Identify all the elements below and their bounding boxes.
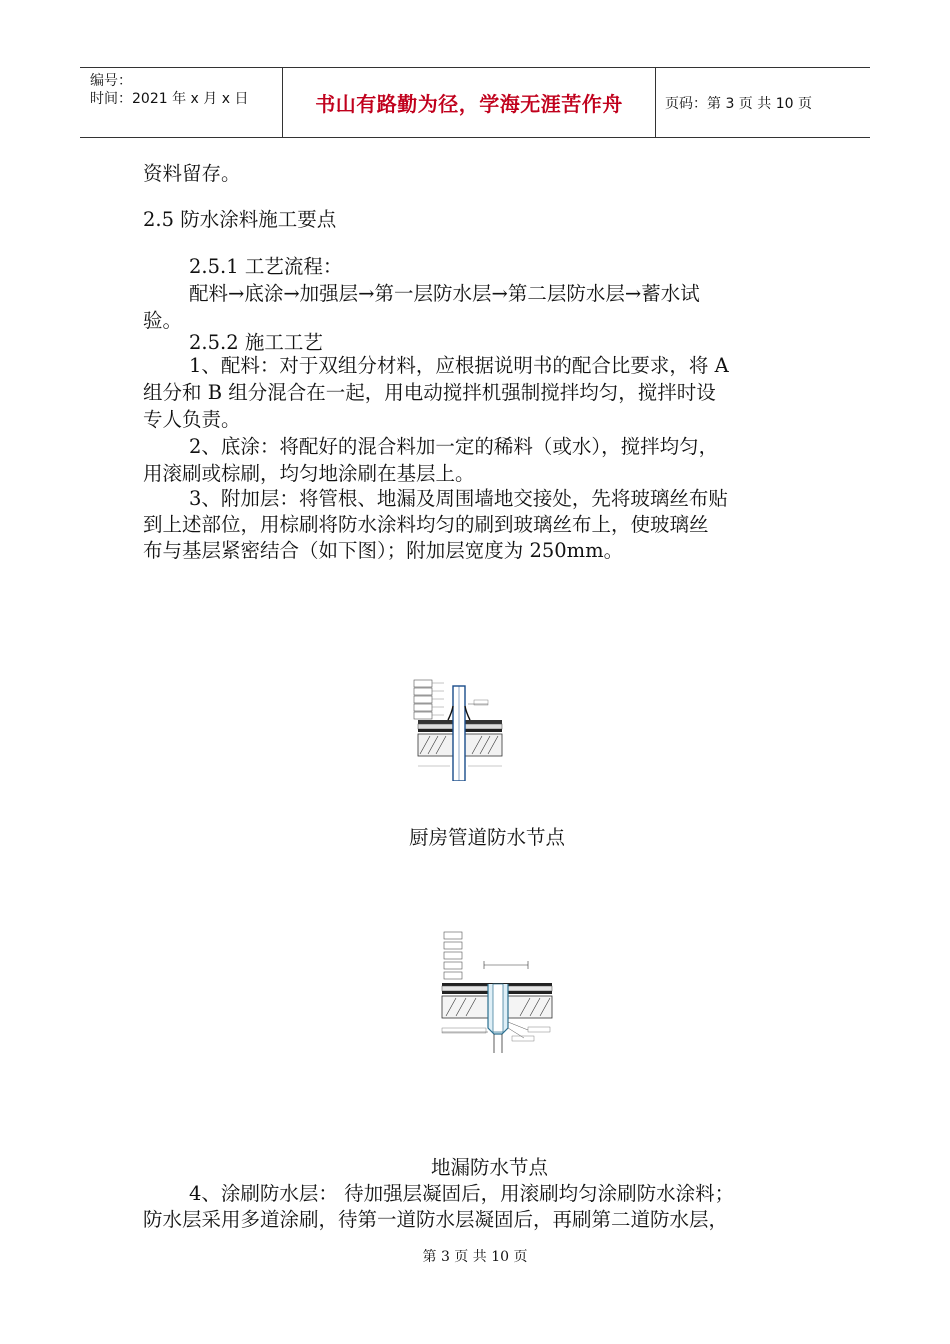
paragraph-line: 配料→底涂→加强层→第一层防水层→第二层防水层→蓄水试: [189, 282, 700, 305]
subsection-heading: 2.5.1 工艺流程：: [189, 255, 343, 278]
header-page-info: 页码：第 3 页 共 10 页: [665, 96, 812, 112]
header-motto: 书山有路勤为径，学海无涯苦作舟: [282, 68, 656, 137]
subsection-heading: 2.5.2 施工工艺: [189, 331, 323, 354]
paragraph-line: 3、附加层：将管根、地漏及周围墙地交接处，先将玻璃丝布贴: [189, 487, 728, 510]
number-label: 编号：: [90, 73, 132, 89]
page-header: [80, 67, 870, 138]
section-heading: 2.5 防水涂料施工要点: [143, 208, 337, 231]
paragraph-line: 资料留存。: [143, 162, 241, 185]
kitchen-pipe-waterproof-diagram: [408, 676, 508, 781]
paragraph-line: 4、涂刷防水层： 待加强层凝固后，用滚刷均匀涂刷防水涂料；: [189, 1182, 735, 1205]
figure-caption: 地漏防水节点: [431, 1156, 549, 1179]
paragraph-line: 组分和 B 组分混合在一起，用电动搅拌机强制搅拌均匀，搅拌时设: [143, 381, 716, 404]
paragraph-line: 到上述部位，用棕刷将防水涂料均匀的刷到玻璃丝布上，使玻璃丝: [143, 513, 709, 536]
paragraph-line: 布与基层紧密结合（如下图）；附加层宽度为 250mm。: [143, 539, 624, 562]
paragraph-line: 防水层采用多道涂刷，待第一道防水层凝固后，再刷第二道防水层，: [143, 1208, 729, 1231]
paragraph-line: 用滚刷或棕刷，均匀地涂刷在基层上。: [143, 462, 475, 485]
page-footer: 第 3 页 共 10 页: [422, 1249, 528, 1265]
header-meta: [80, 68, 282, 137]
paragraph-line: 验。: [143, 309, 183, 332]
time-label: 时间：2021 年 x 月 x 日: [90, 91, 249, 107]
floor-drain-waterproof-diagram: [438, 928, 558, 1056]
figure-caption: 厨房管道防水节点: [409, 826, 566, 849]
paragraph-line: 1、配料：对于双组分材料，应根据说明书的配合比要求，将 A: [189, 354, 729, 377]
paragraph-line: 专人负责。: [143, 408, 241, 431]
paragraph-line: 2、底涂：将配好的混合料加一定的稀料（或水），搅拌均匀，: [189, 435, 719, 458]
